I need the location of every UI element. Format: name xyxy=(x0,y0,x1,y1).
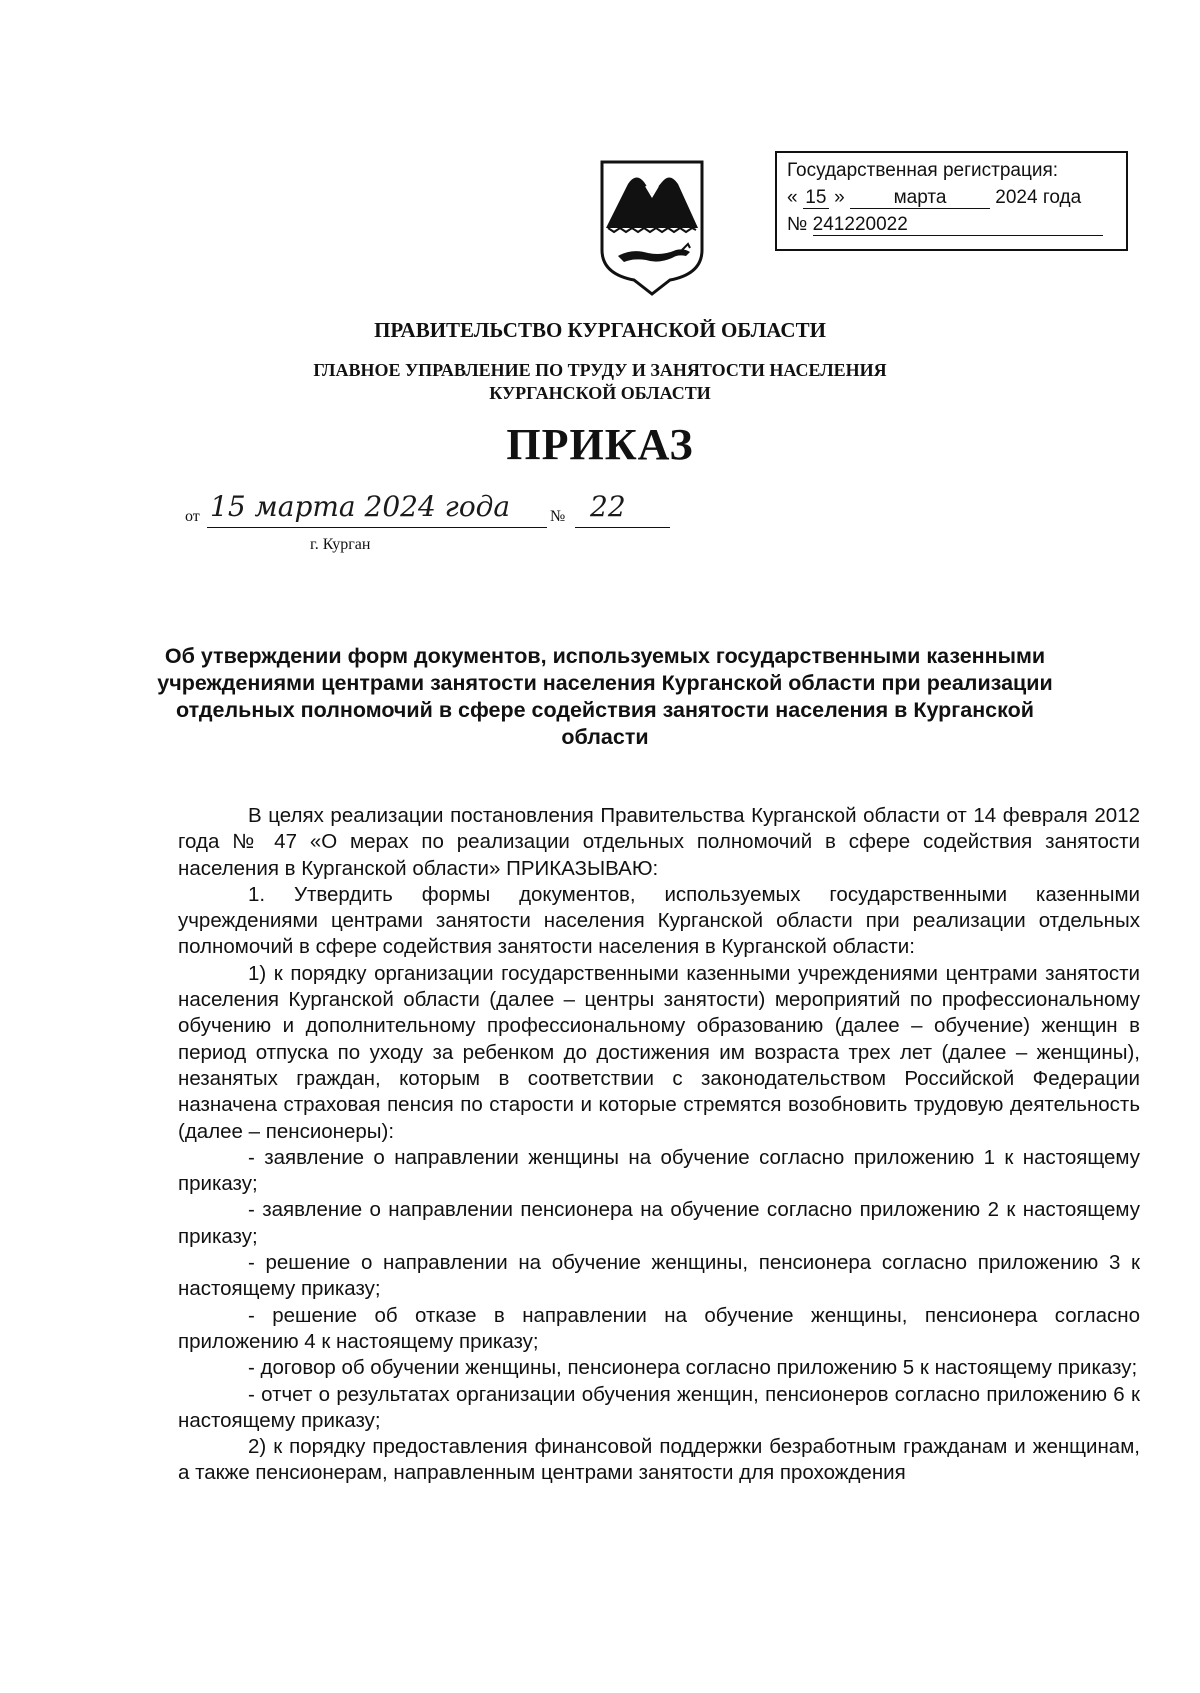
body-list-item: - решение о направлении на обучение женщины, пенсионера согласно приложению 3 к настоящему приказу; xyxy=(178,1251,1140,1301)
order-date-handwritten: 15 марта 2024 года xyxy=(210,490,511,523)
registration-year-word: года xyxy=(1042,187,1082,208)
registration-day-open: « xyxy=(787,187,798,208)
body-list-item: - договор об обучении женщины, пенсионера согласно приложению 5 к настоящему приказу; xyxy=(248,1356,1138,1380)
body-paragraph-preamble: В целях реализации постановления Правительства Курганской области от 14 февраля 2012 года № 47 «О мерах по реализации отдельных полномочий в сфере содействия занятости населения в Курганской области» ПРИКАЗЫВАЮ: xyxy=(178,804,1140,880)
coat-of-arms-emblem xyxy=(598,158,706,296)
order-number-label: № xyxy=(550,508,566,525)
state-registration-box xyxy=(775,151,1128,251)
government-heading: ПРАВИТЕЛЬСТВО КУРГАНСКОЙ ОБЛАСТИ xyxy=(374,318,826,342)
registration-day: 15 xyxy=(803,188,829,209)
registration-number-prefix: № xyxy=(787,214,808,235)
body-paragraph-subitem-2: 2) к порядку предоставления финансовой поддержки безработным гражданам и женщинам, а также пенсионерам, направленным центрами занятости для прохождения xyxy=(178,1435,1140,1485)
document-type-heading: ПРИКАЗ xyxy=(506,420,694,469)
registration-date xyxy=(787,184,1116,211)
registration-year: 2024 xyxy=(995,187,1038,208)
order-from-label: от xyxy=(185,508,200,525)
body-list-item: - решение об отказе в направлении на обучение женщины, пенсионера согласно приложению 4 к настоящему приказу; xyxy=(178,1303,1140,1353)
registration-month: марта xyxy=(850,188,990,209)
body-list-item: - заявление о направлении женщины на обучение согласно приложению 1 к настоящему приказу; xyxy=(178,1145,1140,1196)
order-number-underline xyxy=(575,527,670,528)
order-date-underline xyxy=(207,527,547,528)
order-title: Об утверждении форм документов, используемых государственными казенными учреждениями центрами занятости населения Курганской области при реализации отдельных полномочий в сфере содействия занятости населения в Курганской области xyxy=(157,644,1053,749)
department-heading-line2: КУРГАНСКОЙ ОБЛАСТИ xyxy=(489,383,711,403)
body-list-item: - заявление о направлении пенсионера на обучение согласно приложению 2 к настоящему приказу; xyxy=(178,1198,1140,1248)
registration-day-close: » xyxy=(834,187,845,208)
body-paragraph-item-1: 1. Утвердить формы документов, используемых государственными казенными учреждениями центрами занятости населения Курганской области при реализации отдельных полномочий в сфере содействия занятости населения в Курганской области: xyxy=(178,882,1140,959)
order-number-handwritten: 22 xyxy=(590,490,626,523)
order-city: г. Курган xyxy=(310,536,371,553)
registration-title: Государственная регистрация: xyxy=(787,160,1059,181)
body-paragraph-subitem-1: 1) к порядку организации государственными казенными учреждениями центрами занятости населения Курганской области (далее – центры занятости) мероприятий по профессиональному обучению и дополнительному профессиональному образованию (далее – обучение) женщин в период отпуска по уходу за ребенком до достижения им возраста трех лет (далее – женщины), незанятых граждан, которым в соответствии с законодательством Российской Федерации назначена страховая пенсия по старости и которые стремятся возобновить трудовую деятельность (далее – пенсионеры): xyxy=(178,961,1140,1143)
body-list-item: - отчет о результатах организации обучения женщин, пенсионеров согласно приложению 6 к настоящему приказу; xyxy=(178,1382,1140,1432)
registration-number-row xyxy=(787,211,1116,238)
registration-number: 241220022 xyxy=(813,215,1103,236)
order-body xyxy=(178,803,1140,1487)
department-heading-line1: ГЛАВНОЕ УПРАВЛЕНИЕ ПО ТРУДУ И ЗАНЯТОСТИ НАСЕЛЕНИЯ xyxy=(313,360,887,380)
